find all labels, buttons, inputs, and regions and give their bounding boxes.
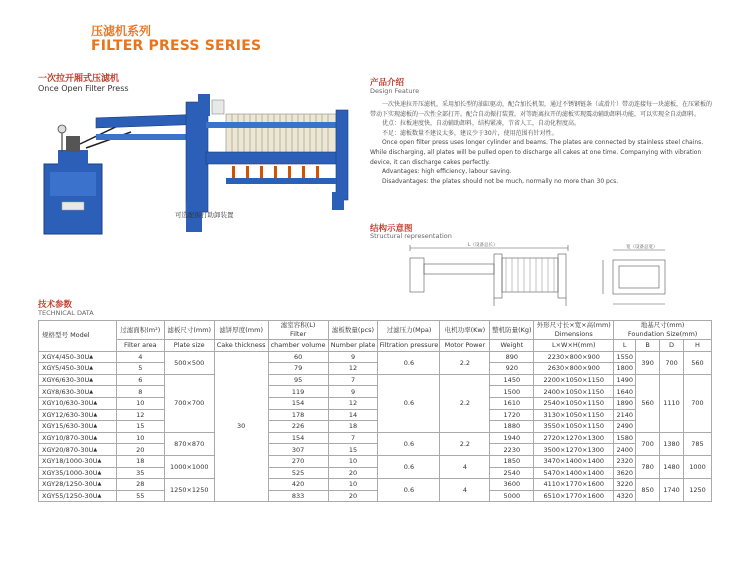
cell-weight: 1450	[490, 374, 534, 386]
cell-number: 10	[328, 479, 378, 491]
cell-found-h: 1000	[684, 455, 712, 478]
cell-plate: 500×500	[164, 351, 214, 374]
structure-title-en: Structural representation	[370, 232, 452, 240]
cell-model: XGY12/630-30U▲	[39, 409, 117, 421]
cell-dims: 6510×1770×1600	[534, 490, 614, 502]
cell-number: 20	[328, 490, 378, 502]
cell-number: 14	[328, 409, 378, 421]
cell-model: XGY10/870-30U▲	[39, 432, 117, 444]
cell-model: XGY4/450-30U▲	[39, 351, 117, 363]
cell-weight: 1880	[490, 421, 534, 433]
cell-found-d: 1380	[660, 432, 684, 455]
cell-volume: 79	[268, 363, 328, 375]
table-row	[39, 409, 712, 421]
cell-volume: 525	[268, 467, 328, 479]
cell-pressure: 0.6	[378, 374, 440, 432]
cell-found-h: 700	[684, 374, 712, 432]
cell-found-l: 2400	[614, 444, 636, 456]
table-row	[39, 479, 712, 491]
cell-found-l: 2320	[614, 455, 636, 467]
cell-motor: 2.2	[440, 432, 490, 455]
cell-found-d: 1740	[660, 479, 684, 502]
cell-found-b: 390	[636, 351, 660, 374]
cell-area: 5	[116, 363, 164, 375]
cell-found-l: 1580	[614, 432, 636, 444]
cell-found-b: 850	[636, 479, 660, 502]
header-model: 规格型号 Model	[39, 321, 117, 352]
design-paragraph: Disadvantages: the plates should not be much, normally no more than 30 pcs.	[382, 177, 619, 185]
header-foundation: 地基尺寸(mm) Foundation Size(mm)	[614, 321, 712, 340]
header-cake-cn: 滤饼厚度(mm)	[214, 321, 268, 340]
header-area-en: Filter area	[116, 340, 164, 352]
cell-volume: 226	[268, 421, 328, 433]
cell-number: 12	[328, 397, 378, 409]
table-row	[39, 374, 712, 386]
cell-volume: 420	[268, 479, 328, 491]
cell-dims: 2540×1050×1150	[534, 397, 614, 409]
header-pressure-cn: 过滤压力(Mpa)	[378, 321, 440, 340]
cell-area: 18	[116, 455, 164, 467]
cell-pressure: 0.6	[378, 455, 440, 478]
cell-number: 7	[328, 374, 378, 386]
header-motor-en: Motor Power	[440, 340, 490, 352]
cell-area: 10	[116, 397, 164, 409]
cell-area: 35	[116, 467, 164, 479]
cell-model: XGY15/630-30U▲	[39, 421, 117, 433]
header-pressure-en: Filtration pressure	[378, 340, 440, 352]
design-paragraph: 一次快速拉开压滤机，采用加长型的油缸驱动，配合加长机架，通过不锈钢链条（或滑片）带动连接每一块滤板，在压紧板的带动下实现滤板的一次性全部打开。配合自动振打装置，对等距离拉开的滤板实现震动辅助卸料功能，可以实现全自动卸料。	[370, 101, 713, 118]
table-row	[39, 455, 712, 467]
header-cake-en: Cake thickness	[214, 340, 268, 352]
header-weight-en: Weight	[490, 340, 534, 352]
cell-plate: 700×700	[164, 374, 214, 432]
cell-weight: 2230	[490, 444, 534, 456]
cell-found-l: 1490	[614, 374, 636, 386]
header-plate-cn: 滤板尺寸(mm)	[164, 321, 214, 340]
structure-title-cn: 结构示意图	[370, 224, 413, 234]
cell-weight: 5000	[490, 490, 534, 502]
design-paragraph: Advantages: high efficiency, labour saving.	[382, 168, 512, 176]
table-row	[39, 397, 712, 409]
design-paragraph: Once open filter press uses longer cylinder and beams. The plates are connected by stainless steel chains. While discharging, all plates will be pulled open to discharge all cakes at one time. Companying with vibration device, it can discharge cakes perfectly.	[370, 139, 704, 166]
cell-found-h: 560	[684, 351, 712, 374]
cell-volume: 154	[268, 397, 328, 409]
cell-area: 28	[116, 479, 164, 491]
table-row	[39, 351, 712, 363]
diagram-width-label: 宽（设备总宽）	[626, 245, 658, 250]
cell-dims: 3500×1270×1300	[534, 444, 614, 456]
cell-plate: 1250×1250	[164, 479, 214, 502]
header-number-en: Number plate	[328, 340, 378, 352]
cell-found-l: 4320	[614, 490, 636, 502]
cell-found-l: 2140	[614, 409, 636, 421]
filter-press-photo	[36, 92, 356, 242]
cell-found-h: 785	[684, 432, 712, 455]
design-paragraph: 不足：滤板数量不建议太多，建议少于30片，使用范围有针对性。	[382, 129, 558, 137]
cell-weight: 3600	[490, 479, 534, 491]
cell-found-l: 1890	[614, 397, 636, 409]
tech-title-en: TECHNICAL DATA	[38, 309, 94, 317]
cell-dims: 2720×1270×1300	[534, 432, 614, 444]
cell-weight: 1940	[490, 432, 534, 444]
cell-model: XGY8/630-30U▲	[39, 386, 117, 398]
design-title-cn: 产品介绍	[370, 78, 405, 88]
cell-dims: 4110×1770×1600	[534, 479, 614, 491]
cell-model: XGY35/1000-30U▲	[39, 467, 117, 479]
cell-weight: 1610	[490, 397, 534, 409]
cell-found-l: 3220	[614, 479, 636, 491]
cell-found-l: 1640	[614, 386, 636, 398]
diagram-length-label: L（设备总长）	[468, 243, 498, 248]
table-row	[39, 467, 712, 479]
cell-plate: 870×870	[164, 432, 214, 455]
cell-found-d: 1110	[660, 374, 684, 432]
design-description	[370, 100, 715, 186]
structure-diagram	[398, 240, 718, 312]
cell-area: 15	[116, 421, 164, 433]
cell-cake: 30	[214, 351, 268, 502]
cell-dims: 3470×1400×1400	[534, 455, 614, 467]
header-b: B	[636, 340, 660, 352]
cell-dims: 2230×800×900	[534, 351, 614, 363]
cell-area: 10	[116, 432, 164, 444]
cell-volume: 178	[268, 409, 328, 421]
design-title-en: Design Feature	[370, 87, 420, 95]
cell-number: 10	[328, 455, 378, 467]
cell-pressure: 0.6	[378, 479, 440, 502]
cell-found-l: 1800	[614, 363, 636, 375]
cell-found-d: 700	[660, 351, 684, 374]
header-dims-cn: 外形尺寸长×宽×高(mm) Dimensions	[534, 321, 614, 340]
header-number-cn: 滤板数量(pcs)	[328, 321, 378, 340]
cell-motor: 4	[440, 479, 490, 502]
cell-found-l: 2490	[614, 421, 636, 433]
cell-volume: 119	[268, 386, 328, 398]
cell-area: 12	[116, 409, 164, 421]
cell-plate: 1000×1000	[164, 455, 214, 478]
cell-weight: 1850	[490, 455, 534, 467]
cell-found-b: 560	[636, 374, 660, 432]
header-area-cn: 过滤面积(m²)	[116, 321, 164, 340]
cell-dims: 2400×1050×1150	[534, 386, 614, 398]
cell-model: XGY28/1250-30U▲	[39, 479, 117, 491]
cell-number: 20	[328, 467, 378, 479]
cell-area: 6	[116, 374, 164, 386]
cell-volume: 833	[268, 490, 328, 502]
cell-motor: 4	[440, 455, 490, 478]
cell-dims: 3550×1050×1150	[534, 421, 614, 433]
cell-found-l: 3620	[614, 467, 636, 479]
cell-motor: 2.2	[440, 351, 490, 374]
cell-dims: 2630×800×900	[534, 363, 614, 375]
cell-area: 55	[116, 490, 164, 502]
cell-pressure: 0.6	[378, 432, 440, 455]
cell-volume: 307	[268, 444, 328, 456]
cell-volume: 154	[268, 432, 328, 444]
product-title-cn: 一次拉开厢式压滤机	[38, 74, 120, 84]
cell-number: 15	[328, 444, 378, 456]
header-h: H	[684, 340, 712, 352]
header-motor-cn: 电机功率(Kw)	[440, 321, 490, 340]
cell-motor: 2.2	[440, 374, 490, 432]
cell-model: XGY6/630-30U▲	[39, 374, 117, 386]
table-row	[39, 386, 712, 398]
option-note: 可选配振打助卸装置	[175, 211, 234, 219]
header-dims-unit: L×W×H(mm)	[534, 340, 614, 352]
cell-model: XGY20/870-30U▲	[39, 444, 117, 456]
cell-number: 18	[328, 421, 378, 433]
cell-volume: 60	[268, 351, 328, 363]
tech-title-cn: 技术参数	[38, 300, 73, 310]
table-row	[39, 363, 712, 375]
cell-volume: 95	[268, 374, 328, 386]
cell-model: XGY10/630-30U▲	[39, 397, 117, 409]
cell-found-b: 700	[636, 432, 660, 455]
cell-volume: 270	[268, 455, 328, 467]
cell-dims: 3130×1050×1150	[534, 409, 614, 421]
series-title-en: FILTER PRESS SERIES	[91, 38, 262, 54]
cell-number: 7	[328, 432, 378, 444]
cell-model: XGY18/1000-30U▲	[39, 455, 117, 467]
header-volume-cn: 滤室容积(L) Filter	[268, 321, 328, 340]
cell-found-l: 1550	[614, 351, 636, 363]
cell-dims: 5470×1400×1400	[534, 467, 614, 479]
cell-weight: 2540	[490, 467, 534, 479]
technical-data-table	[38, 320, 712, 502]
cell-number: 12	[328, 363, 378, 375]
cell-weight: 920	[490, 363, 534, 375]
header-weight-cn: 整机防量(Kg)	[490, 321, 534, 340]
cell-weight: 1500	[490, 386, 534, 398]
cell-found-b: 780	[636, 455, 660, 478]
cell-weight: 1720	[490, 409, 534, 421]
product-title-en: Once Open Filter Press	[38, 84, 129, 93]
design-paragraph: 优点：拉板速度快，自动辅助卸料，结构紧凑，节省人工，自动化程度高。	[382, 120, 581, 128]
header-volume-en: chamber volume	[268, 340, 328, 352]
cell-area: 4	[116, 351, 164, 363]
table-row	[39, 490, 712, 502]
cell-weight: 890	[490, 351, 534, 363]
series-title-cn: 压滤机系列	[91, 24, 152, 38]
cell-area: 8	[116, 386, 164, 398]
cell-model: XGY5/450-30U▲	[39, 363, 117, 375]
table-row	[39, 444, 712, 456]
cell-found-d: 1480	[660, 455, 684, 478]
cell-number: 9	[328, 351, 378, 363]
cell-model: XGY55/1250-30U▲	[39, 490, 117, 502]
table-row	[39, 421, 712, 433]
cell-area: 20	[116, 444, 164, 456]
cell-number: 9	[328, 386, 378, 398]
header-l: L	[614, 340, 636, 352]
cell-found-h: 1250	[684, 479, 712, 502]
header-plate-en: Plate size	[164, 340, 214, 352]
table-row	[39, 432, 712, 444]
header-d: D	[660, 340, 684, 352]
cell-pressure: 0.6	[378, 351, 440, 374]
cell-dims: 2200×1050×1150	[534, 374, 614, 386]
